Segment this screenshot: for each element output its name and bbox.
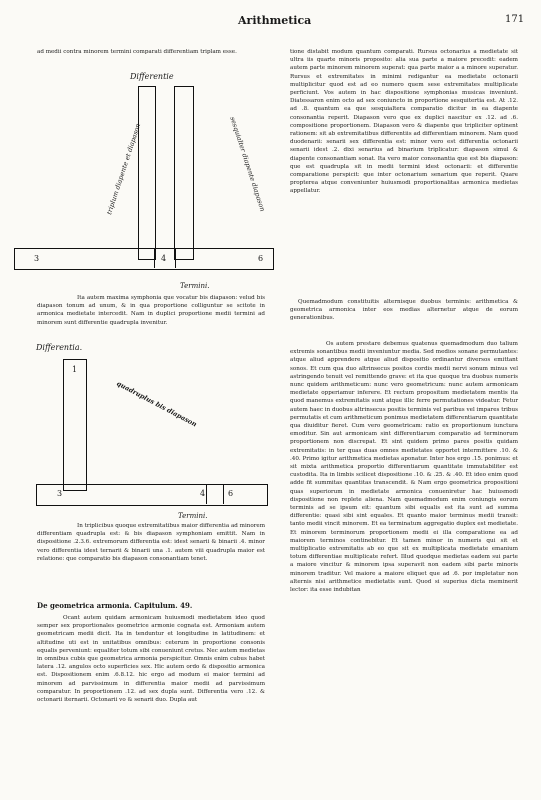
section-title: De geometrica armonia. Capitulum. 49. <box>37 601 193 610</box>
diagram2-divider <box>206 484 224 504</box>
diagram1-label: Differentie <box>130 72 174 81</box>
diagram2-num-a: 1 <box>72 365 78 374</box>
diagram2-base <box>36 484 268 506</box>
diagram1-rot-left: triplum diapente et diapason <box>105 122 143 216</box>
diagram2-num-b: 3 <box>57 489 63 498</box>
left-para3: Ocant autem quidam armonicam huiusmodi medietatem ideo quod semper sex proportionales geometrice armonie cognata est. Armoniam autem geometricam medii dicit. Ita in tenduntur et longitudine in latitudinem: et altitudine uti est in unitatibus omnibus: ceterum in proportione consonis equalis perveniunt: equaliter totum sibi conueniunt cretus. Nec autem medietas in omnibus cubis que geometrica armonia perspicitur. Omnis enim cubus habet latera .12. angulos octo superficies sex. Hic autem ordo & dispositio armonica est. Dispositionem enim .6.8.12. hic ergo ad modum ei maior termini ad minorem ad parvissimum in differentia maior medii ad parvissimum comparatur. In proportionem .12. ad sex dupla sunt. Differentia vero .12. & octonarii iternarii. Octonarii vo & senarii duo. Dupla aut <box>37 615 265 704</box>
diagram1-base <box>14 248 274 270</box>
diagram1-num-b: 4 <box>161 254 167 263</box>
right-para2: Quemadmodum constituitis alternisque duobus terminis: arithmetica & geometrica armonica inter eos medias alternetur atque de eorum generationibus. <box>290 299 518 322</box>
right-para3: Os autem prestare debemus quatenus quemadmodum duo talium extremis sonantibus medii inveniuntur media. Sed medios sonane permutantes: atque aliud apprendere atque aliud dispositio ordinantur diversos emittant sonos. Et cum qua duo altrinsecus positos cordis medii nervi sonum minus vel astringendo tenuit vel remittendo grave: et ita que quoque tra duobus numeris nunc quidem arithmeticum: nunc vero geometricum: nunc autem armonicam medietate opperiamur inferere. Et rectum propositum medietatem mentis ita quod manemus extremitatis sunt atque illic ferre permutationes videatur. Fetur autem haec in duobus altrinsecus positis terminis vel paribus vel impares tribus permutatis et cum arithmeticum ponimus medietatem differentiarum quantitate qua diuiditur fieret. Cum vero geometricam: ratio ex proportionum iunctura emoditur. Sin aut armonicam sint differentiarum comparatio ad terminorum proportionem non discrepat. Et sint quidem primo pares positis quidam extremitatis: in ter quas duas omnes medietates opportet intermittere .10. & .40. Primo igitur arithmetica medietas aponatur. Inter hos ergo .15. ponimus: et sit mixta arithmetica proportio differentiarum quantitate immutabiliter est custodita. Ita in limbis scilicet dispositione .10. & .25. & .40. Et ideo enim quod adde fit summitas quantitas transcendit. & Nam ergo geometrica propositioni quas superiorum in medietate armonica conueniretur hac huiusmodi dispositione non replete aliena. Nam quemadmodum enim coniungis eorum terminis ad se ipsum eit: quantum sibi equalis est ita sunt ad summa differentie: quasi sibi sint equales. Et quanto maior terminus medii transit: tanto medii vincit minorem. Et ea terminatum aggregatio duplex est medietate. Et minorem terminorum proportionem medii ei illa comparatione ea ad maiorem terminos continebitur. Et tamen minor in numeris qui sit et multiplicatio extremitatis ab eo que sit ex multiplicata medietate emanium totum differentiae multiplicate refert. Illud quodque medietas eadem sui parte a maiore vincitur & minorem ipsa superavit non eadem sibi parte minoris minorem traditur. Vel maiore a maiore eliquet que ad .6. por impletatur non alternis nisi arithmetice medietatis sunt. Quod si superius dicta meminerit lector: ita esse indubitan <box>290 341 518 594</box>
left-para2: In triplicibus quoque extremitatibus maior differentia ad minorem differentiam quadrupla est: & bis diapason symphoniam emittit. Nam in dispositione .2.3.6. extremorum differentia est: idest senarii & binarii .4. minor vero differentia idest ternarii & binarii una .1. autem viii quadrupla maior est relatione: que comparatio bis diapason consonantiam tenet. <box>37 523 265 562</box>
diagram1-bar-right <box>174 86 194 260</box>
diagram1-num-c: 6 <box>258 254 264 263</box>
diagram2-termini: Termini. <box>178 512 208 520</box>
running-header: Arithmetica <box>238 14 312 27</box>
diagram1-rot-right: sesquialter diapente diapason <box>228 115 267 213</box>
page-number: 171 <box>505 14 525 25</box>
diagram1-bar-left <box>138 86 156 260</box>
diagram2-label: Differentia. <box>36 343 83 352</box>
diagram1-num-a: 3 <box>34 254 40 263</box>
left-para1: Ita autem maxima symphonia que vocatur bis diapason: velud bis diapason tonum ad unum, & in qua proportione colliguntur se scitote in armonica medietate intercedit. Nam in duplici proportione medii termini ad minorem sunt differentie quadrupla invenitur. <box>37 295 265 326</box>
left-intro: ad medii contra minorem termini comparati differentiam triplam esse. <box>37 49 237 55</box>
diagram2-num-c: 4 <box>200 489 206 498</box>
diagram2-rot: quadruplus bis diapason <box>115 379 199 429</box>
diagram2-num-d: 6 <box>228 489 234 498</box>
diagram2-bar <box>63 359 87 491</box>
diagram1-termini: Termini. <box>180 282 210 290</box>
right-para1: tione distabit modum quantum comparati. Rursus octonarius a medietate sit ultra iis quarte minoris proposito: alia sua parte a maiore precedit: eadem autem parte minorem minorem superat: qua parte maior a a minore superatur. Rursus et extremitates in minimi redigantur ea medietate octonarii multiplicitur quod est ad eo numero quem sese extremitates multiplicate perficiunt. Vos autem in hac dispositione symphonias musicas inveniunt. Diatessaron enim octo ad sex coniuncto in proportione sesquitertia est. At .12. ad .8. quantum ea que sesquialtera comparatio dicitur in ea diapente consonantia reperit. Diapason vero que ex duplici nascitur ex .12. ad .6. compositione proportionem. Diapason vero & diapente que tripliciter optinent rationem: sit ab extremitatibus differentiis ad differentiam minorem. Nam quod duodenarii: senarii sex differentia est: minor vero est differentia octonarii senarii idest .2. dixi senarius ad binarium triplicatur: diapason simul & diapente consonantiam sonat. Ita vero maior consonantia que est bis diapason: que est quadrupla sit in medii termini idest octonarii: et differentie comparatione perspicit: que inter octonarium senarium que reperit. Quare propterea atque conveniunter huiusmodi proportionalitas armonica medietas appellatur. <box>290 49 518 195</box>
